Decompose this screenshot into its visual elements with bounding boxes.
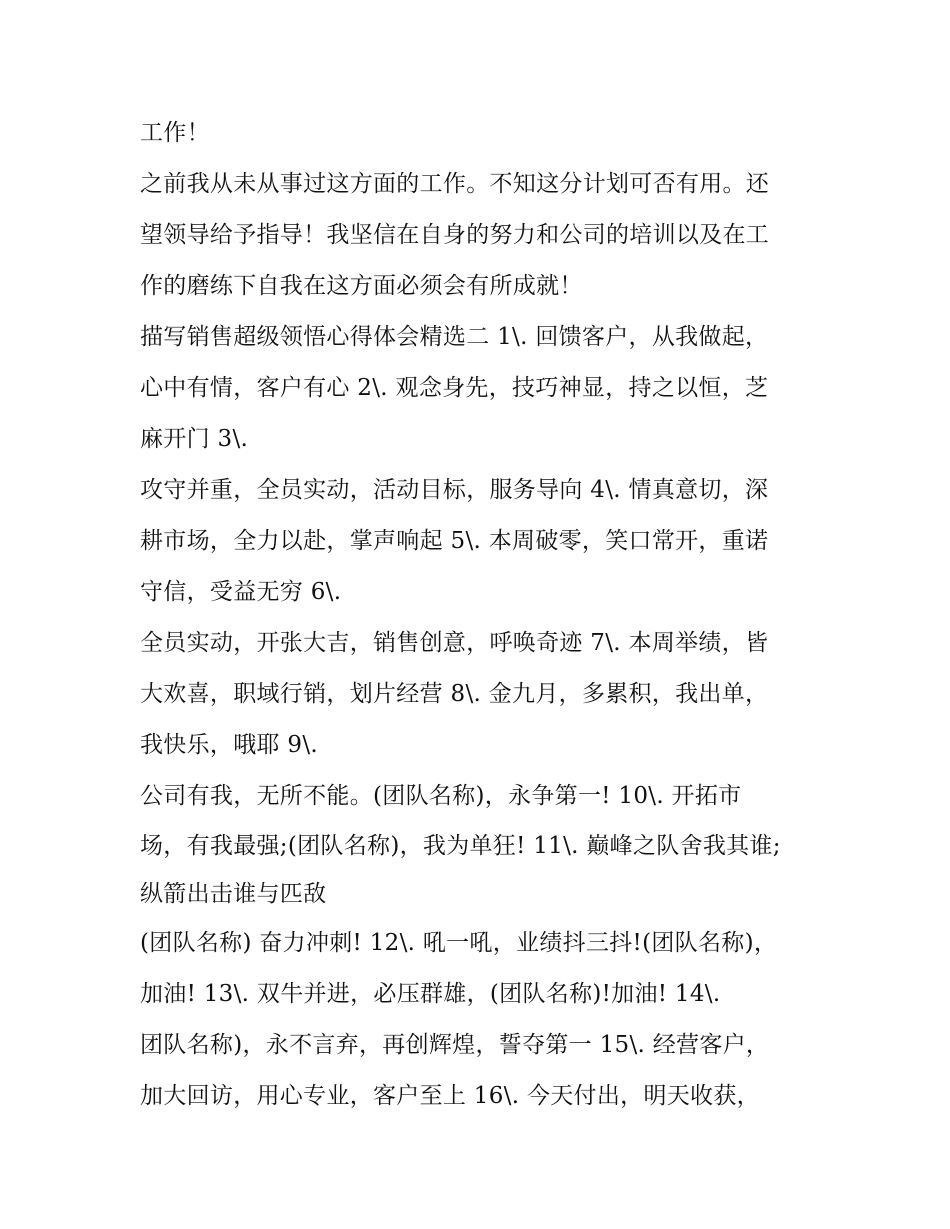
text-line-5: 描写销售超级领悟心得体会精选二 1\. 回馈客户，从我做起，	[140, 324, 769, 350]
text-line-6: 心中有情，客户有心 2\. 观念身先，技巧神显，持之以恒，芝	[140, 375, 769, 401]
text-line-19: 团队名称)，永不言弃，再创辉煌，誓夺第一 15\. 经营客户，	[140, 1032, 770, 1058]
text-line-10: 守信，受益无穷 6\.	[140, 579, 342, 605]
text-line-11: 全员实动，开张大吉，销售创意，呼唤奇迹 7\. 本周举绩，皆	[140, 630, 769, 656]
text-line-12: 大欢喜，职域行销，划片经营 8\. 金九月，多累积，我出单，	[140, 681, 769, 707]
text-line-18: 加油! 13\. 双牛并进，必压群雄，(团队名称)!加油! 14\.	[140, 981, 721, 1007]
text-line-4: 作的磨练下自我在这方面必须会有所成就！	[140, 273, 583, 299]
text-line-17: (团队名称) 奋力冲刺! 12\. 吼一吼，业绩抖三抖!(团队名称)，	[140, 930, 778, 956]
text-line-9: 耕市场，全力以赴，掌声响起 5\. 本周破零，笑口常开，重诺	[140, 528, 769, 554]
text-line-1: 工作！	[140, 120, 210, 146]
text-line-14: 公司有我，无所不能。(团队名称)，永争第一! 10\. 开拓市	[140, 783, 742, 809]
text-line-16: 纵箭出击谁与匹敌	[140, 881, 327, 907]
text-line-20: 加大回访，用心专业，客户至上 16\. 今天付出，明天收获，	[140, 1083, 760, 1109]
text-line-2: 之前我从未从事过这方面的工作。不知这分计划可否有用。还	[140, 171, 770, 197]
text-line-15: 场，有我最强;(团队名称)，我为单狂! 11\. 巅峰之队舍我其谁;	[140, 833, 781, 859]
text-line-7: 麻开门 3\.	[140, 426, 249, 452]
document-body	[140, 108, 820, 1122]
text-line-3: 望领导给予指导！我坚信在自身的努力和公司的培训以及在工	[140, 222, 770, 248]
text-line-8: 攻守并重，全员实动，活动目标，服务导向 4\. 情真意切，深	[140, 477, 769, 503]
text-line-13: 我快乐，哦耶 9\.	[140, 732, 319, 758]
